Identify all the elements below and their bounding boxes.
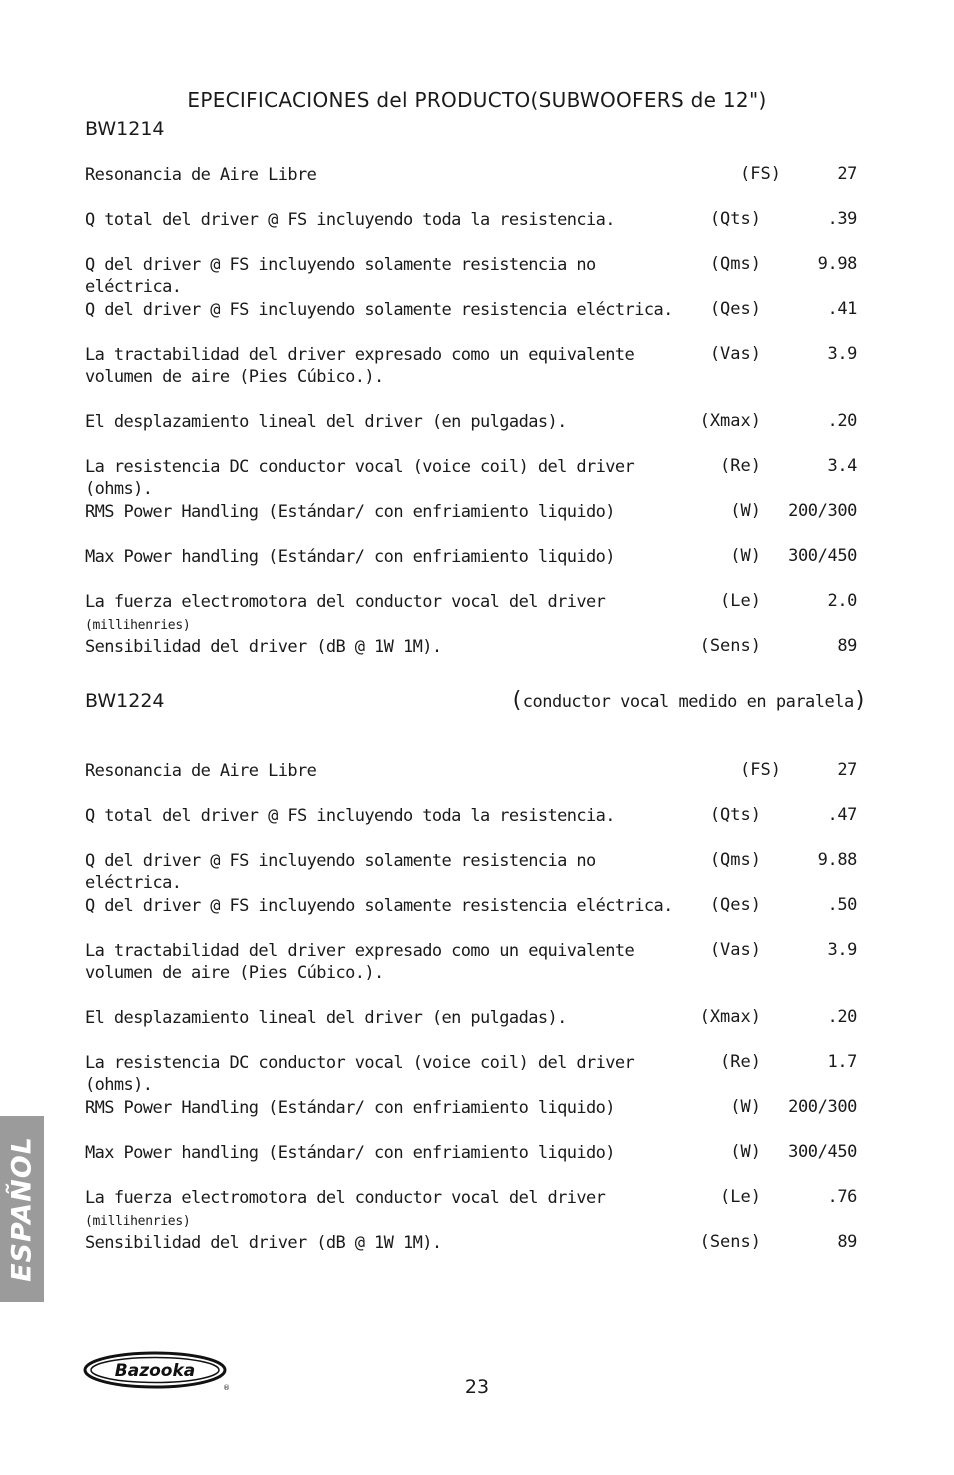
spec-row [85, 299, 857, 339]
spec-row [85, 501, 857, 541]
spec-symbol: (W) [730, 1142, 761, 1162]
registered-mark: ® [223, 1384, 230, 1392]
spec-description-text: Max Power handling (Estándar/ con enfriamiento liquido) [85, 1143, 615, 1163]
spec-value: .76 [827, 1187, 857, 1207]
spec-description-text: Q del driver @ FS incluyendo solamente resistencia eléctrica. [85, 300, 673, 320]
spec-description [85, 254, 695, 298]
spec-description [85, 456, 695, 500]
spec-row [85, 805, 857, 845]
spec-description [85, 546, 695, 568]
spec-symbol: (Vas) [709, 344, 761, 364]
spec-value: .20 [827, 1007, 857, 1027]
spec-description [85, 940, 695, 984]
spec-symbol: (Re) [720, 456, 761, 476]
spec-value: .47 [827, 805, 857, 825]
spec-value: 300/450 [788, 546, 857, 566]
spec-description-text: El desplazamiento lineal del driver (en pulgadas). [85, 412, 567, 432]
spec-symbol: (Qms) [709, 254, 761, 274]
spec-value: 300/450 [788, 1142, 857, 1162]
spec-symbol: (Xmax) [699, 1007, 761, 1027]
spec-symbol: (FS) [740, 760, 781, 780]
spec-description-text: Q del driver @ FS incluyendo solamente resistencia no eléctrica. [85, 851, 596, 893]
spec-row [85, 940, 857, 983]
spec-value: 3.9 [827, 344, 857, 364]
spec-description [85, 164, 695, 186]
spec-value: 27 [837, 164, 857, 184]
spec-symbol: (FS) [740, 164, 781, 184]
spec-row [85, 1052, 857, 1095]
spec-description-text: Q total del driver @ FS incluyendo toda la resistencia. [85, 806, 615, 826]
spec-description-text: Q del driver @ FS incluyendo solamente resistencia no eléctrica. [85, 255, 596, 297]
spec-description [85, 1187, 695, 1233]
model-heading-bw1224: BW1224 [85, 690, 165, 712]
spec-row [85, 1142, 857, 1182]
spec-value: 200/300 [788, 1097, 857, 1117]
spec-unit-note: (millihenries) [85, 618, 191, 633]
wiring-note: (conductor vocal medido en paralela) [510, 688, 867, 713]
spec-row [85, 591, 857, 631]
spec-description-text: La fuerza electromotora del conductor vocal del driver [85, 1188, 606, 1208]
spec-description [85, 299, 695, 321]
spec-symbol: (W) [730, 546, 761, 566]
spec-value: 27 [837, 760, 857, 780]
spec-row [85, 344, 857, 387]
spec-description [85, 636, 695, 658]
spec-description-text: La fuerza electromotora del conductor vocal del driver [85, 592, 606, 612]
spec-row [85, 1232, 857, 1272]
spec-value: 89 [837, 636, 857, 656]
spec-row [85, 895, 857, 935]
spec-value: 2.0 [827, 591, 857, 611]
spec-symbol: (Xmax) [699, 411, 761, 431]
spec-description [85, 209, 695, 231]
spec-value: 9.98 [817, 254, 857, 274]
spec-symbol: (Qes) [709, 895, 761, 915]
spec-symbol: (Sens) [699, 1232, 761, 1252]
spec-row [85, 456, 857, 499]
spec-row [85, 636, 857, 676]
spec-description-text: RMS Power Handling (Estándar/ con enfriamiento liquido) [85, 1098, 615, 1118]
spec-value: .39 [827, 209, 857, 229]
page-number: 23 [464, 1376, 490, 1398]
spec-unit-note: (millihenries) [85, 1214, 191, 1229]
spec-description-text: Q del driver @ FS incluyendo solamente resistencia eléctrica. [85, 896, 673, 916]
wiring-note-text: conductor vocal medido en paralela [522, 692, 854, 712]
spec-description [85, 1142, 695, 1164]
spec-value: 3.4 [827, 456, 857, 476]
spec-description [85, 501, 695, 523]
spec-row [85, 164, 857, 204]
spec-symbol: (Vas) [709, 940, 761, 960]
spec-symbol: (Qes) [709, 299, 761, 319]
spec-row [85, 546, 857, 586]
spec-description [85, 805, 695, 827]
spec-description [85, 850, 695, 894]
spec-value: 9.88 [817, 850, 857, 870]
spec-row [85, 254, 857, 297]
spec-value: .20 [827, 411, 857, 431]
spec-symbol: (W) [730, 501, 761, 521]
spec-description-text: El desplazamiento lineal del driver (en pulgadas). [85, 1008, 567, 1028]
spec-symbol: (Qms) [709, 850, 761, 870]
spec-symbol: (W) [730, 1097, 761, 1117]
language-tab-label: ESPAÑOL [6, 1136, 38, 1282]
spec-description-text: Max Power handling (Estándar/ con enfriamiento liquido) [85, 547, 615, 567]
logo-wordmark: Bazooka [114, 1361, 196, 1381]
spec-description [85, 411, 695, 433]
spec-value: .50 [827, 895, 857, 915]
language-tab [0, 1116, 44, 1302]
spec-value: 89 [837, 1232, 857, 1252]
spec-row [85, 411, 857, 451]
spec-description-text: Sensibilidad del driver (dB @ 1W 1M). [85, 637, 442, 657]
spec-value: 200/300 [788, 501, 857, 521]
spec-description-text: Resonancia de Aire Libre [85, 165, 317, 185]
spec-row [85, 850, 857, 893]
page-title: EPECIFICACIONES del PRODUCTO(SUBWOOFERS de 12") [187, 88, 767, 112]
model-heading-bw1214: BW1214 [85, 118, 165, 140]
spec-description-text: La resistencia DC conductor vocal (voice coil) del driver (ohms). [85, 457, 635, 499]
spec-description-text: RMS Power Handling (Estándar/ con enfriamiento liquido) [85, 502, 615, 522]
spec-symbol: (Qts) [709, 805, 761, 825]
spec-row [85, 760, 857, 800]
spec-description [85, 895, 695, 917]
spec-symbol: (Le) [720, 1187, 761, 1207]
spec-symbol: (Re) [720, 1052, 761, 1072]
spec-description [85, 1052, 695, 1096]
spec-row [85, 209, 857, 249]
spec-description-text: Q total del driver @ FS incluyendo toda la resistencia. [85, 210, 615, 230]
spec-symbol: (Le) [720, 591, 761, 611]
spec-description [85, 1097, 695, 1119]
spec-value: 1.7 [827, 1052, 857, 1072]
spec-description [85, 1232, 695, 1254]
spec-description-text: La resistencia DC conductor vocal (voice coil) del driver (ohms). [85, 1053, 635, 1095]
spec-row [85, 1007, 857, 1047]
spec-description [85, 760, 695, 782]
spec-description [85, 591, 695, 637]
spec-row [85, 1187, 857, 1227]
spec-symbol: (Qts) [709, 209, 761, 229]
spec-description-text: Resonancia de Aire Libre [85, 761, 317, 781]
spec-row [85, 1097, 857, 1137]
spec-value: 3.9 [827, 940, 857, 960]
spec-description [85, 344, 695, 388]
spec-description-text: Sensibilidad del driver (dB @ 1W 1M). [85, 1233, 442, 1253]
spec-description-text: La tractabilidad del driver expresado como un equivalente volumen de aire (Pies Cúbico.). [85, 941, 635, 983]
spec-symbol: (Sens) [699, 636, 761, 656]
spec-description-text: La tractabilidad del driver expresado como un equivalente volumen de aire (Pies Cúbico.). [85, 345, 635, 387]
spec-value: .41 [827, 299, 857, 319]
spec-description [85, 1007, 695, 1029]
